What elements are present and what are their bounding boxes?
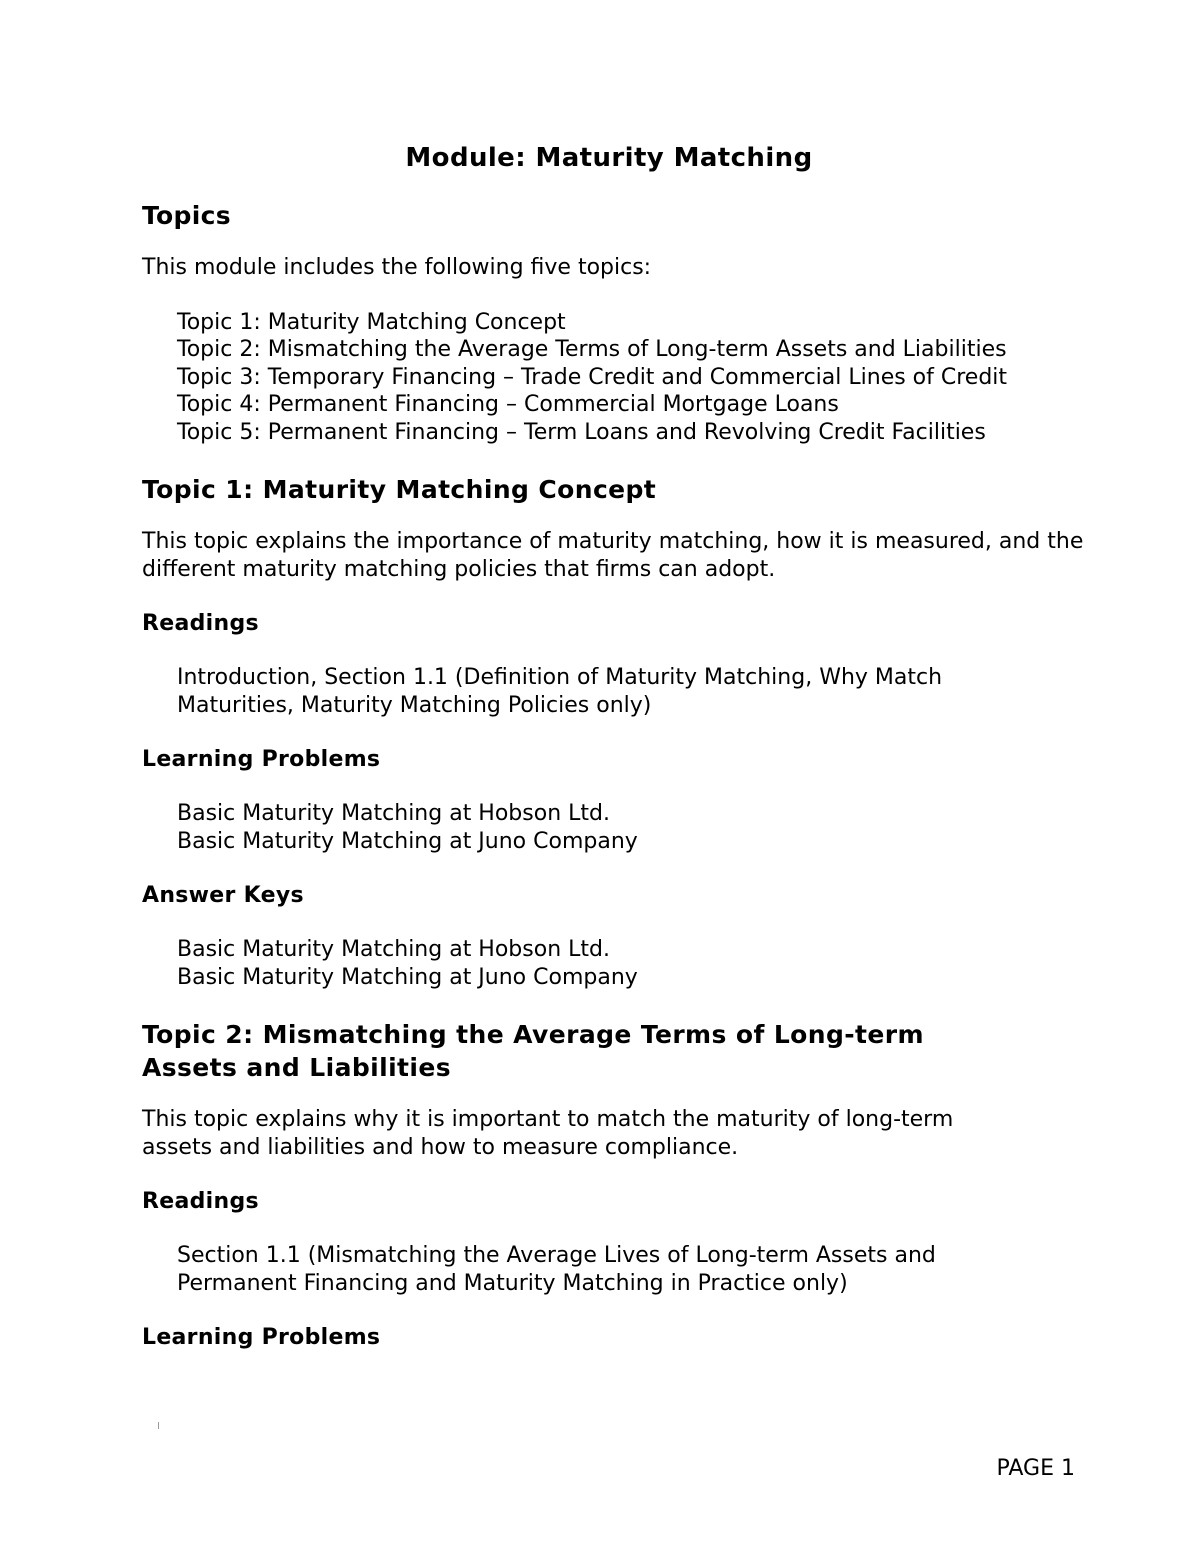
topic2-description: This topic explains why it is important to match the maturity of long-term assets and liabilities and how to measure compliance. — [142, 1107, 954, 1160]
topic1-learning-problems-heading: Learning Problems — [142, 747, 381, 772]
topics-list-item: Topic 2: Mismatching the Average Terms of Long-term Assets and Liabilities — [177, 337, 1007, 362]
topics-heading: Topics — [142, 201, 231, 230]
topics-list-item: Topic 4: Permanent Financing – Commercial Mortgage Loans — [177, 392, 839, 417]
topics-list-item: Topic 1: Maturity Matching Concept — [177, 309, 566, 335]
page-number: PAGE 1 — [996, 1456, 1075, 1481]
topic1-readings: Introduction, Section 1.1 (Definition of Maturity Matching, Why Match Maturities, Maturity Matching Policies only) — [177, 665, 943, 718]
topic2-readings-heading: Readings — [142, 1189, 259, 1214]
learning-problem-item: Basic Maturity Matching at Juno Company — [177, 828, 638, 854]
answer-key-item: Basic Maturity Matching at Juno Company — [177, 964, 638, 990]
topics-list — [177, 309, 1102, 447]
learning-problem-item: Basic Maturity Matching at Hobson Ltd. — [177, 801, 610, 826]
footer-mark — [158, 1422, 159, 1429]
topic2-readings: Section 1.1 (Mismatching the Average Lives of Long-term Assets and Permanent Financing and Maturity Matching in Practice only) — [177, 1243, 936, 1296]
topic1-readings-heading: Readings — [142, 611, 259, 636]
topic1-answer-keys-heading: Answer Keys — [142, 883, 304, 908]
document-body — [142, 198, 1102, 1378]
topic1-description: This topic explains the importance of maturity matching, how it is measured, and the different maturity matching policies that firms can adopt. — [142, 529, 1084, 582]
topics-list-item: Topic 5: Permanent Financing – Term Loans and Revolving Credit Facilities — [177, 419, 986, 445]
answer-key-item: Basic Maturity Matching at Hobson Ltd. — [177, 937, 610, 962]
topic1-answer-keys-list — [177, 936, 1102, 991]
topics-list-item: Topic 3: Temporary Financing – Trade Credit and Commercial Lines of Credit — [177, 364, 1008, 390]
topic2-learning-problems-heading: Learning Problems — [142, 1325, 381, 1350]
topics-intro: This module includes the following five topics: — [142, 255, 652, 280]
document-title: Module: Maturity Matching — [405, 143, 813, 173]
topic1-heading: Topic 1: Maturity Matching Concept — [142, 475, 657, 504]
topic1-learning-problems-list — [177, 800, 1102, 855]
topic2-heading: Topic 2: Mismatching the Average Terms of Long-term Assets and Liabilities — [142, 1020, 924, 1082]
